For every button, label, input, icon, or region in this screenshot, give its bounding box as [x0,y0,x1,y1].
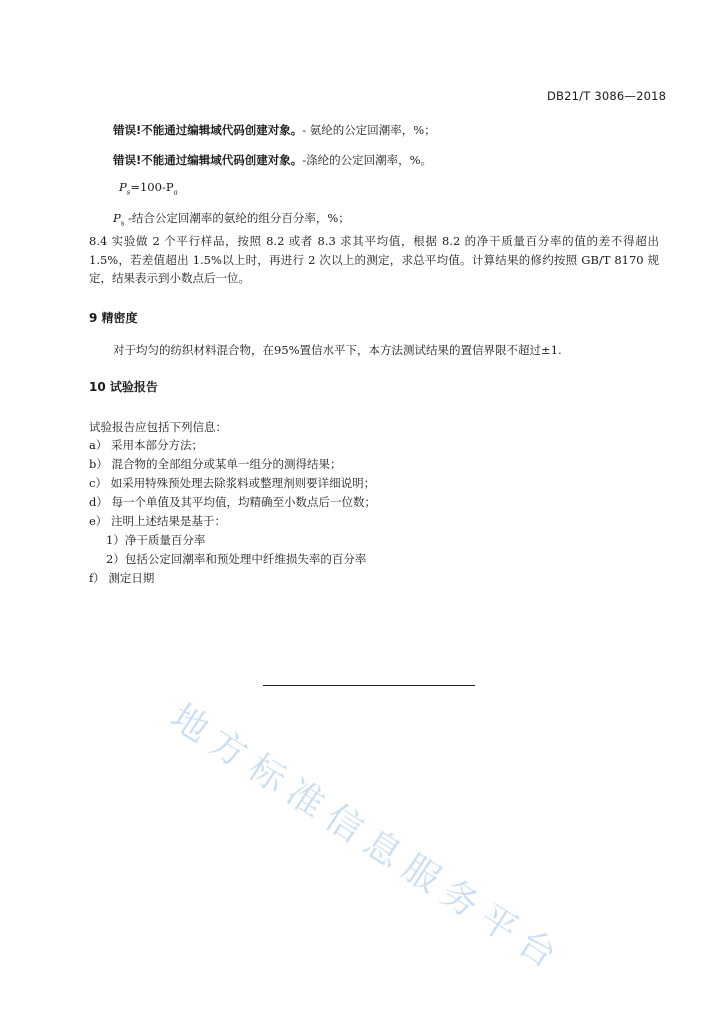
sub-list-item: 1）净干质量百分率 [106,533,206,547]
variable-definition: $P_s$ -结合公定回潮率的氨纶的组分百分率，%； [113,211,350,228]
list-item: c） 如采用特殊预处理去除浆料或整理剂则要详细说明； [89,476,376,490]
watermark: 地方标准信息服务平台 [163,696,572,982]
sub-list-item: 2）包括公定回潮率和预处理中纤维损失率的百分率 [106,552,367,566]
section-10-heading: 10 试验报告 [89,380,158,394]
list-item: b） 混合物的全部组分或某单一组分的测得结果； [89,457,342,471]
report-intro: 试验报告应包括下列信息： [89,420,227,434]
error-line-2 [113,151,432,169]
list-item: e） 注明上述结果是基于： [89,514,226,528]
list-item: f） 测定日期 [89,571,155,585]
spandex-moisture-definition: - 氨纶的公定回潮率，%； [302,123,436,137]
error-line-1 [113,121,436,139]
section-9-heading: 9 精密度 [89,311,138,325]
section-9-text: 对于均匀的纺织材料混合物，在95%置信水平下，本方法测试结果的置信界限不超过±1. [113,343,562,357]
list-item: a） 采用本部分方法； [89,438,204,452]
end-of-document-line [263,685,475,686]
error-message: 错误!不能通过编辑域代码创建对象。 [113,153,303,167]
standard-code: DB21/T 3086—2018 [547,89,667,103]
clause-8-4: 8.4 实验做 2 个平行样品，按照 8.2 或者 8.3 求其平均值，根据 8.2 的净干质量百分率的值的差不得超出 1.5%，若差值超出 1.5%以上时，再进行 2 次以上的测定，求总平均值。计算结果的修约按照 GB/T 8170 规定，结果表示到小数点后一位。 [89,234,659,285]
polyester-moisture-definition: -涤纶的公定回潮率，%。 [302,153,433,167]
error-message: 错误!不能通过编辑域代码创建对象。 [113,123,303,137]
list-item: d） 每一个单值及其平均值，均精确至小数点后一位数； [89,495,377,509]
formula: $P_s=100-P_a$ [119,180,178,197]
